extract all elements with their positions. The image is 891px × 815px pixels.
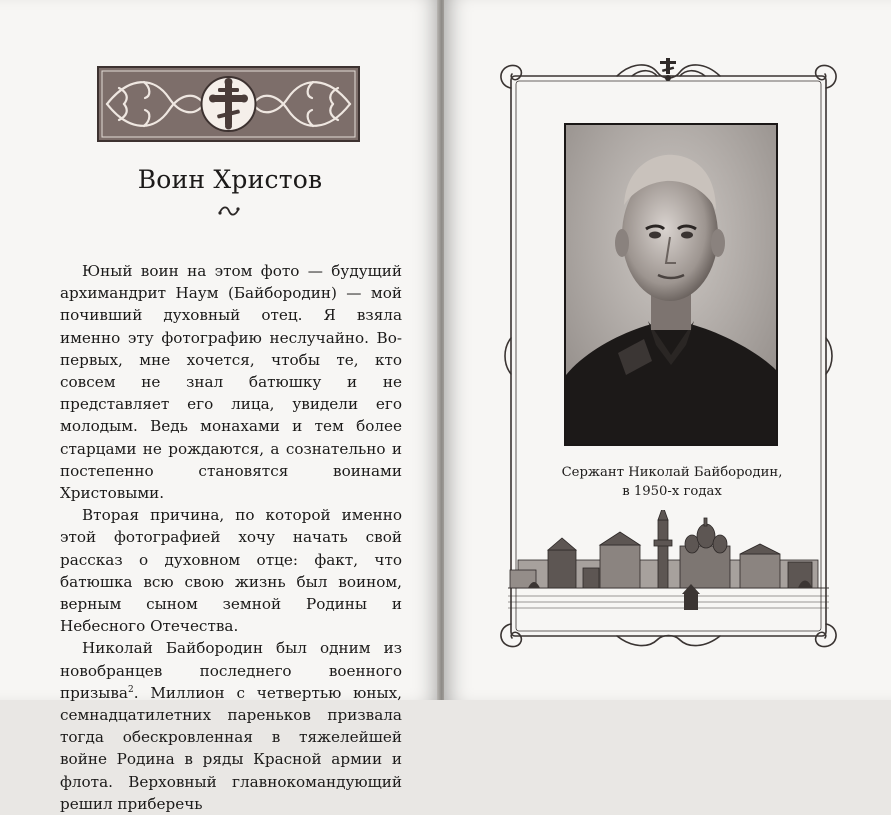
left-page xyxy=(0,0,440,813)
caption-line-2: в 1950-х годах xyxy=(622,484,722,499)
chapter-body-text xyxy=(60,260,402,815)
paragraph-3-rest: . Миллион с четвертью юных, семнадцатилетних пареньков призвала тогда обескровленная в тяжелейшей войне Родина в ряды Красной армии и флота. Верховный главнокомандующий решил приберечь xyxy=(60,683,402,813)
paragraph-2: Вторая причина, по которой именно этой фотографией хочу начать свой рассказ о духовном отце: факт, что батюшка всю свою жизнь был воином, верным сыном земной Родины и Небесного Отечества. xyxy=(60,506,402,636)
footnote-marker[interactable]: 2 xyxy=(127,684,134,695)
chapter-title: Воин Христов xyxy=(137,165,323,194)
soldier-portrait-photo xyxy=(564,123,778,446)
orthodox-cross-ornament xyxy=(99,68,358,140)
chapter-headpiece-ornament xyxy=(97,66,360,142)
caption-line-1: Сержант Николай Байбородин, xyxy=(561,465,783,480)
paragraph-1: Юный воин на этом фото — будущий архимандрит Наум (Байбородин) — мой почивший духовный отец. Я взяла именно эту фотографию неслучайно. Во-первых, мне хочется, чтобы те, кто совсем не знал батюшку и не представляет его лица, увидели его молодым. Ведь монахами и тем более старцами не рождаются, а сознательно и постепенно становятся воинами Христовыми. xyxy=(60,262,402,503)
paragraph-3 xyxy=(60,637,402,815)
paragraph-3-start: Николай Байбородин был одним из новобранцев последнего военного призыва xyxy=(60,639,402,702)
photo-caption xyxy=(560,463,784,501)
portrait-of-soldier xyxy=(566,125,776,444)
monastery-engraving xyxy=(508,510,829,620)
fleuron-icon xyxy=(217,203,241,219)
